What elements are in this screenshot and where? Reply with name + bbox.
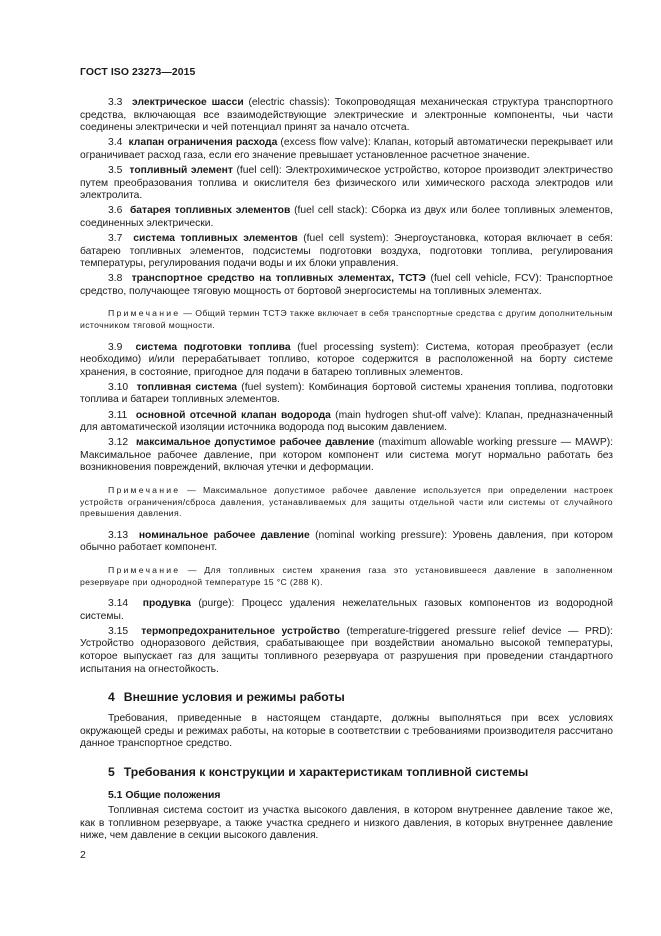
definition-3-6: 3.6 батарея топливных элементов (fuel cell stack): Сборка из двух или более топливных элементов, соединенных электрически. (80, 205, 613, 229)
definition-3-3: 3.3 электрическое шасси (electric chassis): Токопроводящая механическая структура транспортного средства, включающая все взаимодействующие электрические и электронные компоненты, чьи части соединены электрически и чей потенциал принят за начало отсчета. (80, 97, 613, 134)
definitions-group-a (80, 97, 613, 298)
definition-3-9: 3.9 система подготовки топлива (fuel processing system): Система, которая преобразует (если необходимо) и/или перерабатывает топливо, которое содержится в расположенной на борту системе хранения, в состояние, пригодное для подачи в батарею топливных элементов. (80, 341, 613, 378)
section-5-1-body: Топливная система состоит из участка высокого давления, в котором внутреннее давление такое же, как в топливном резервуаре, а также участка среднего и низкого давления, в которых внутреннее давление ниже, чем давление в секции высокого давления. (80, 805, 613, 842)
section-4-heading: 4 Внешние условия и режимы работы (108, 690, 345, 705)
definition-3-7: 3.7 система топливных элементов (fuel cell system): Энергоустановка, которая включает в себя: батарею топливных элементов, подсистемы подготовки воздуха, подготовки топлива, регулирования температуры, регулирования подачи воды и их блоки управления. (80, 232, 613, 270)
note-nominal-pressure: Примечание — Для топливных систем хранения газа это установившееся давление в заполненном резервуаре при однородной температуре 15 °С (288 К). (80, 565, 613, 587)
definition-3-13: 3.13 номинальное рабочее давление (nominal working pressure): Уровень давления, при котором обычно работает компонент. (80, 529, 613, 554)
note-mawp: Примечание — Максимальное допустимое рабочее давление используется при определении настроек устройств ограничения/сброса давления, устанавливаемых для защиты отдельной части или системы от случайного превышения давления. (80, 485, 613, 519)
section-5-heading: 5 Требования к конструкции и характеристикам топливной системы (108, 765, 529, 780)
definition-3-4: 3.4 клапан ограничения расхода (excess flow valve): Клапан, который автоматически перекрывает или ограничивает расход газа, если его значение превышает установленное расчетное значение. (80, 137, 613, 161)
definition-3-11: 3.11 основной отсечной клапан водорода (main hydrogen shut-off valve): Клапан, предназначенный для автоматической изоляции источника водорода под высоким давлением. (80, 409, 613, 434)
definition-3-15: 3.15 термопредохранительное устройство (temperature-triggered pressure relief device — PRD): Устройство одноразового действия, срабатывающее при воздействии аномально высокой температуры, которое выпускает газ для защиты топливного резервуара от разрушения при проведении стандартного испытания на огнестойкость. (80, 625, 613, 675)
definition-3-10: 3.10 топливная система (fuel system): Комбинация бортовой системы хранения топлива, подготовки топлива и батареи топливных элементов. (80, 381, 613, 406)
page-number: 2 (80, 850, 86, 861)
definition-3-12: 3.12 максимальное допустимое рабочее давление (maximum allowable working pressure — MAWP): Максимальное рабочее давление, при котором компонент или система могут нормально работать без возникновения повреждений, включая утечки и деформации. (80, 437, 614, 474)
note-fcv: Примечание — Общий термин ТСТЭ также включает в себя транспортные средства с другим дополнительным источником тяговой мощности. (80, 308, 613, 330)
document-header: ГОСТ ISO 23273—2015 (80, 67, 196, 78)
definitions-group-b (80, 342, 613, 475)
definitions-group-c (80, 530, 613, 555)
definition-3-5: 3.5 топливный элемент (fuel cell): Электрохимическое устройство, которое производит электричество путем преобразования топлива и окислителя без физического или химического расхода электродов или электролита. (80, 164, 613, 202)
definition-3-14: 3.14 продувка (purge): Процесс удаления нежелательных газовых компонентов из водородной системы. (80, 598, 613, 622)
definition-3-8: 3.8 транспортное средство на топливных элементах, ТСТЭ (fuel cell vehicle, FCV): Транспортное средство, получающее тяговую мощность от бортовой энергосистемы на топливных элементах. (80, 273, 613, 297)
definitions-group-d (80, 598, 613, 676)
section-4-body: Требования, приведенные в настоящем стандарте, должны выполняться при всех условиях окружающей среды и режимах работы, на которые в соответствии с требованиями производителя рассчитано данное транспортное средство. (80, 713, 613, 750)
subsection-5-1-heading: 5.1 Общие положения (108, 790, 221, 802)
